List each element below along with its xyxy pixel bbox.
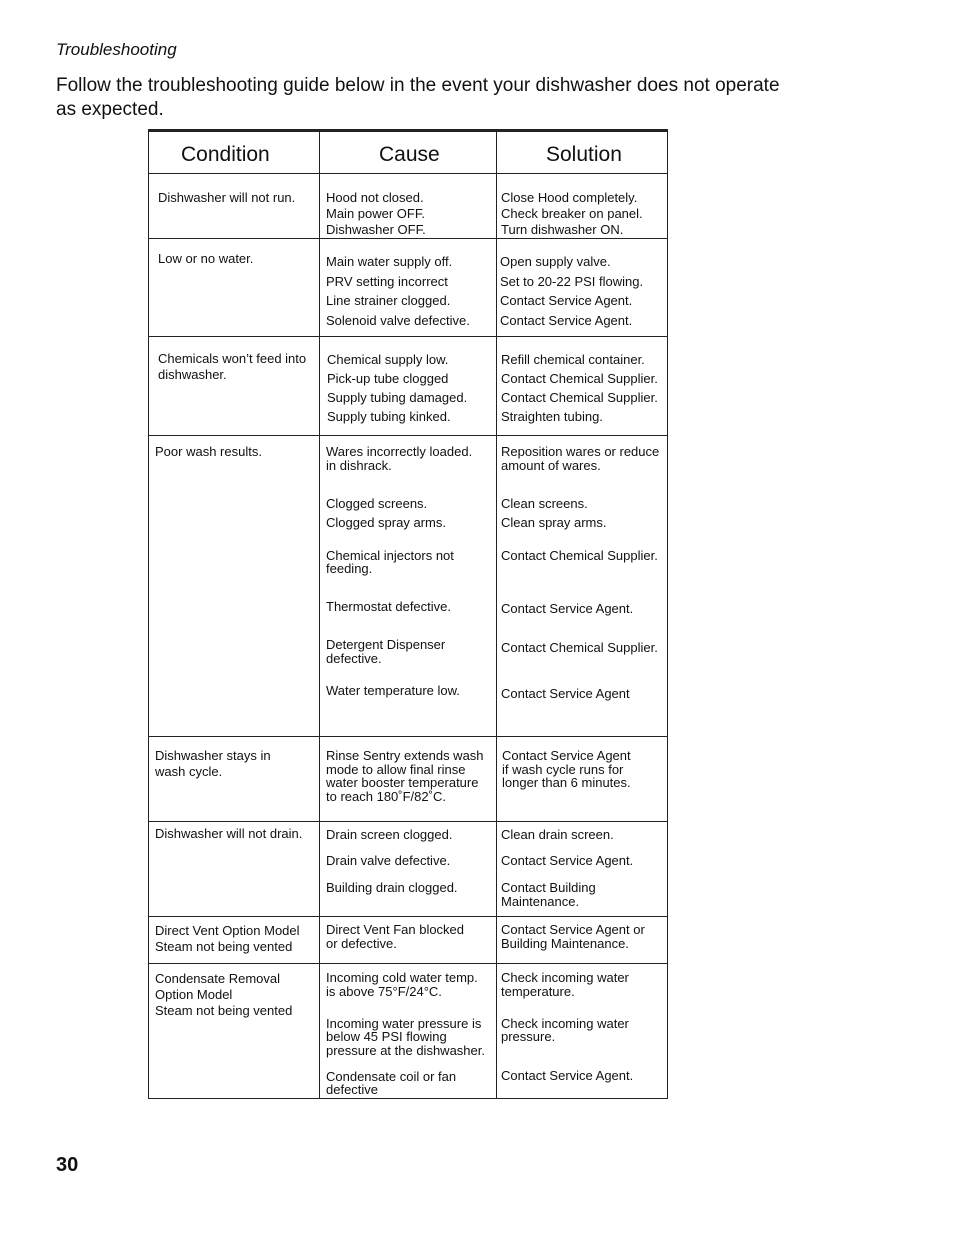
header-solution: Solution [546, 143, 622, 166]
solution-text: Contact Chemical Supplier. [501, 640, 658, 655]
solution-text: Close Hood completely. [501, 190, 638, 205]
condition-cell [155, 445, 262, 459]
cause-text: Chemical supply low. [327, 352, 449, 367]
solution-text: Check incoming water [501, 1016, 629, 1031]
cause-text: defective. [326, 651, 382, 666]
solution-text: Contact Service Agent or [501, 922, 645, 937]
solution-text: Set to 20-22 PSI flowing. [500, 273, 644, 289]
cause-cell [326, 749, 484, 803]
condition-text: Poor wash results. [155, 444, 262, 459]
condition-text: Condensate Removal [155, 971, 281, 986]
header-cause: Cause [379, 143, 440, 166]
cause-text: PRV setting incorrect [326, 273, 448, 289]
cause-text: is above 75°F/24°C. [326, 984, 442, 999]
cause-text: feeding. [326, 561, 373, 576]
cause-text: Chemical injectors not [326, 548, 454, 563]
cause-text: Building drain clogged. [326, 880, 458, 895]
solution-text: Contact Service Agent. [500, 312, 633, 328]
cause-text: mode to allow final rinse [326, 761, 466, 777]
solution-text: Building Maintenance. [501, 935, 629, 951]
solution-cell [501, 923, 645, 950]
condition-text: Direct Vent Option Model [155, 923, 300, 938]
cause-text: or defective. [326, 935, 397, 951]
cause-cell [326, 252, 470, 330]
solution-text: Check breaker on panel. [501, 206, 643, 221]
solution-text: Clean drain screen. [501, 827, 614, 842]
cause-text: Incoming water pressure is [326, 1016, 482, 1031]
condition-cell [158, 191, 295, 205]
solution-cell [500, 252, 643, 330]
solution-text: Contact Service Agent. [501, 1068, 634, 1083]
solution-text: Contact Building [501, 880, 596, 895]
cause-text: Clogged screens. [326, 496, 428, 511]
solution-text: longer than 6 minutes. [502, 775, 631, 790]
cause-text: Supply tubing kinked. [327, 409, 451, 424]
solution-cell [501, 190, 643, 238]
cause-text: Detergent Dispenser [326, 637, 446, 652]
condition-text: Dishwasher stays in [155, 748, 271, 763]
cause-cell [326, 190, 426, 238]
cause-text: Clogged spray arms. [326, 515, 446, 530]
table-top-border [149, 130, 667, 132]
cause-text: Drain screen clogged. [326, 827, 453, 842]
cause-text: Main power OFF. [326, 206, 425, 221]
cause-text: Solenoid valve defective. [326, 312, 470, 328]
condition-text: Steam not being vented [155, 939, 293, 954]
solution-text: amount of wares. [501, 458, 601, 473]
condition-cell [155, 748, 271, 780]
cause-text: Wares incorrectly loaded. [326, 444, 473, 459]
condition-cell [155, 971, 292, 1019]
cause-text: Main water supply off. [326, 254, 453, 269]
condition-text: Steam not being vented [155, 1003, 293, 1018]
cause-text: below 45 PSI flowing [326, 1029, 447, 1044]
solution-text: Refill chemical container. [501, 352, 645, 367]
cause-text: Hood not closed. [326, 190, 424, 205]
cause-text: Pick-up tube clogged [327, 371, 449, 386]
cause-text: Dishwasher OFF. [326, 222, 426, 237]
solution-text: Contact Chemical Supplier. [501, 390, 658, 405]
row-divider [149, 336, 667, 337]
section-title: Troubleshooting [56, 40, 177, 59]
condition-cell [155, 923, 300, 955]
solution-text: Maintenance. [501, 894, 580, 909]
condition-cell [158, 252, 253, 266]
cause-text: defective [326, 1082, 379, 1097]
condition-text: Dishwasher will not run. [158, 190, 296, 205]
header-condition: Condition [181, 143, 270, 166]
solution-text: Contact Service Agent. [501, 601, 634, 616]
solution-text: Check incoming water [501, 970, 629, 985]
cause-cell [326, 923, 464, 950]
condition-text: Low or no water. [158, 251, 254, 266]
row-divider [149, 963, 667, 964]
row-divider [149, 736, 667, 737]
solution-text: Clean spray arms. [501, 515, 607, 530]
page-number: 30 [56, 1154, 79, 1176]
row-divider [149, 238, 667, 239]
condition-cell [155, 827, 302, 841]
cause-text: Direct Vent Fan blocked [326, 922, 465, 937]
cause-text: Line strainer clogged. [326, 293, 451, 308]
row-divider [149, 821, 667, 822]
condition-text: dishwasher. [158, 367, 227, 382]
condition-text: Option Model [155, 987, 233, 1002]
column-divider [496, 130, 497, 1098]
solution-cell [501, 350, 658, 426]
solution-text: Contact Service Agent. [501, 853, 634, 868]
column-divider [319, 130, 320, 1098]
cause-text: Thermostat defective. [326, 599, 451, 614]
cause-text: Condensate coil or fan [326, 1069, 457, 1084]
solution-text: Contact Service Agent. [500, 293, 633, 308]
cause-text: Incoming cold water temp. [326, 970, 478, 985]
cause-text: Supply tubing damaged. [327, 390, 468, 405]
troubleshooting-table [148, 129, 668, 1099]
solution-text: Contact Service Agent [502, 748, 631, 763]
condition-text: Dishwasher will not drain. [155, 826, 303, 841]
header-divider [149, 173, 667, 174]
solution-cell [502, 749, 631, 790]
row-divider [149, 916, 667, 917]
solution-text: Turn dishwasher ON. [501, 222, 624, 237]
solution-text: if wash cycle runs for [502, 761, 624, 777]
solution-text: pressure. [501, 1029, 556, 1044]
solution-text: Straighten tubing. [501, 409, 603, 424]
cause-cell [327, 350, 467, 426]
cause-text: Rinse Sentry extends wash [326, 748, 484, 763]
intro-paragraph: Follow the troubleshooting guide below in the event your dishwasher does not operate as expected. [56, 75, 780, 120]
solution-text: temperature. [501, 984, 575, 999]
solution-text: Contact Chemical Supplier. [501, 371, 658, 386]
solution-text: Contact Chemical Supplier. [501, 548, 658, 563]
cause-text: Water temperature low. [326, 683, 460, 698]
cause-text: pressure at the dishwasher. [326, 1043, 485, 1058]
solution-text: Reposition wares or reduce [501, 444, 660, 459]
solution-text: Contact Service Agent [501, 686, 630, 701]
cause-text: to reach 180˚F/82˚C. [326, 788, 446, 804]
condition-cell [158, 351, 306, 383]
row-divider [149, 435, 667, 436]
condition-text: wash cycle. [155, 764, 223, 779]
solution-text: Open supply valve. [500, 254, 611, 269]
cause-text: Drain valve defective. [326, 853, 451, 868]
solution-text: Clean screens. [501, 496, 588, 511]
cause-text: water booster temperature [326, 775, 479, 790]
cause-text: in dishrack. [326, 458, 392, 473]
condition-text: Chemicals won’t feed into [158, 351, 307, 366]
